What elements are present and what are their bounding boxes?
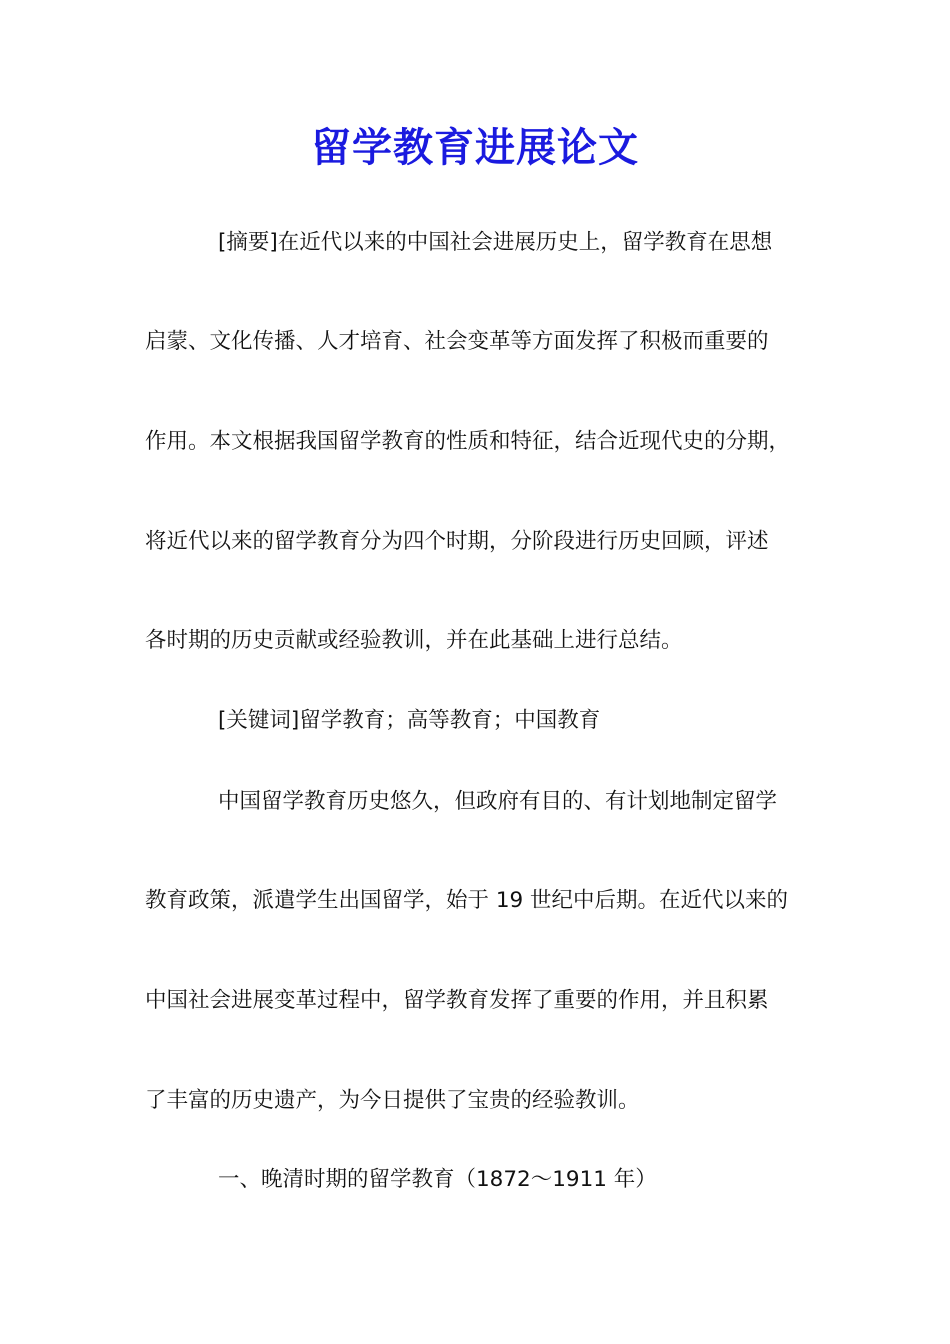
abstract-line-4: 将近代以来的留学教育分为四个时期，分阶段进行历史回顾，评述 <box>145 529 769 554</box>
body-line-1: 中国留学教育历史悠久，但政府有目的、有计划地制定留学 <box>218 789 778 814</box>
abstract-line-3: 作用。本文根据我国留学教育的性质和特征，结合近现代史的分期， <box>145 429 791 454</box>
section-heading: 一、晚清时期的留学教育（1872～1911 年） <box>218 1167 657 1192</box>
body-line-4: 了丰富的历史遗产，为今日提供了宝贵的经验教训。 <box>145 1088 640 1113</box>
document-title: 留学教育进展论文 <box>311 124 639 171</box>
abstract-line-2: 启蒙、文化传播、人才培育、社会变革等方面发挥了积极而重要的 <box>145 329 769 354</box>
body-line-2: 教育政策，派遣学生出国留学，始于 19 世纪中后期。在近代以来的 <box>145 888 789 913</box>
keywords-line: [关键词]留学教育；高等教育；中国教育 <box>218 708 601 733</box>
body-line-3: 中国社会进展变革过程中，留学教育发挥了重要的作用，并且积累 <box>145 988 769 1013</box>
abstract-line-5: 各时期的历史贡献或经验教训，并在此基础上进行总结。 <box>145 628 683 653</box>
abstract-line-1: [摘要]在近代以来的中国社会进展历史上，留学教育在思想 <box>218 230 773 255</box>
